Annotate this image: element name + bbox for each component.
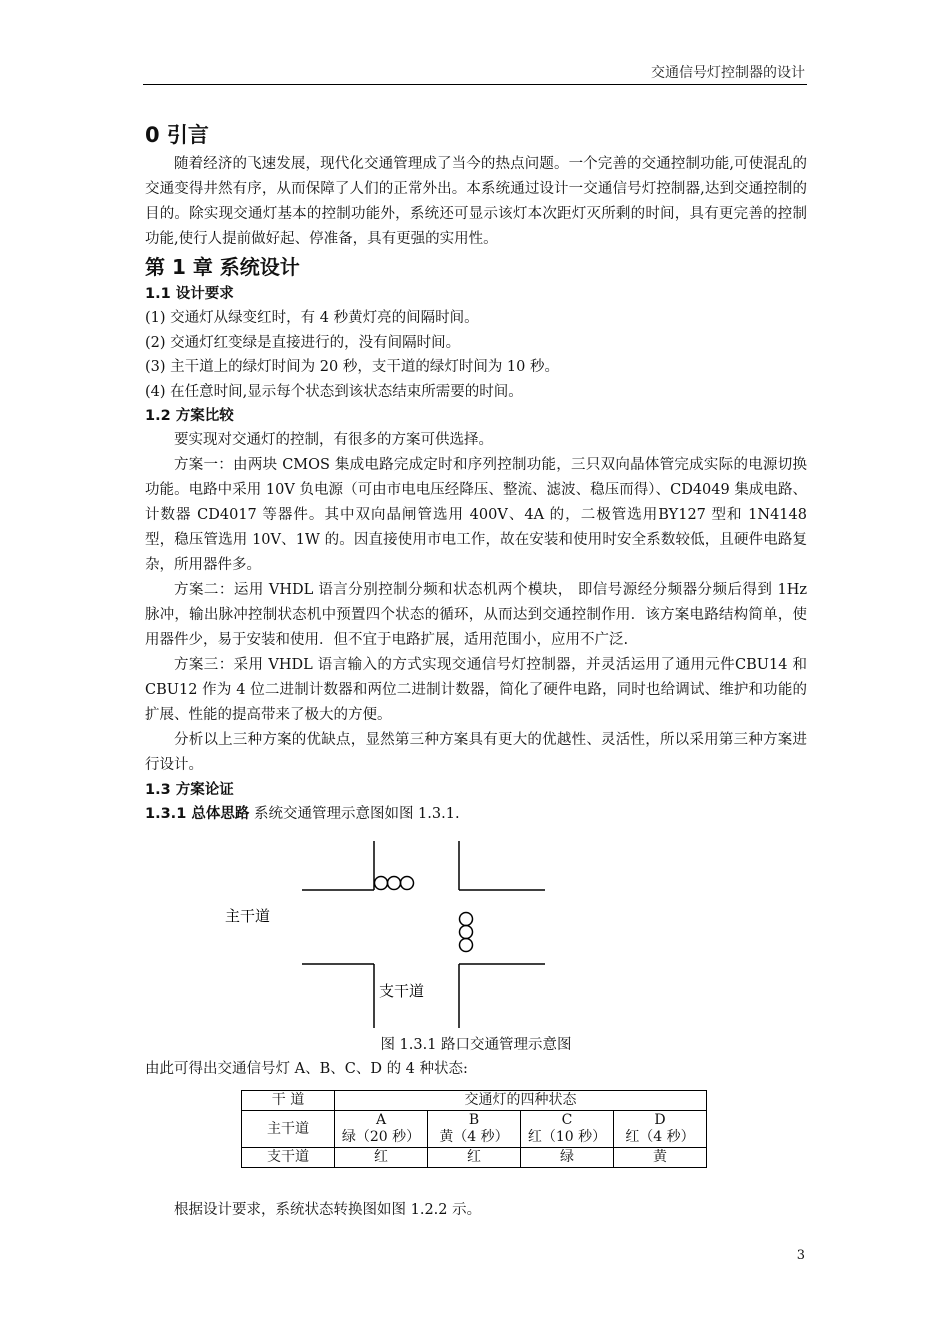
main-road-light-yellow xyxy=(388,877,401,890)
states-table xyxy=(241,1090,707,1168)
section-1-3-heading: 1.3 方案论证 xyxy=(145,782,234,798)
table-branch-road-label: 支干道 xyxy=(242,1148,335,1168)
state-main-light: 红（10 秒） xyxy=(527,1129,607,1145)
intersection-diagram xyxy=(145,833,807,1033)
closing-paragraph: 根据设计要求，系统状态转换图如图 1.2.2 示。 xyxy=(174,1202,482,1218)
state-branch-light: 绿 xyxy=(521,1148,614,1168)
branch-road-label: 支干道 xyxy=(379,982,425,1000)
scheme-intro-paragraph: 要实现对交通灯的控制，有很多的方案可供选择。 xyxy=(174,432,493,448)
state-main-light: 黄（4 秒） xyxy=(439,1129,509,1145)
states-intro-line: 由此可得出交通信号灯 A、B、C、D 的 4 种状态: xyxy=(145,1061,468,1077)
main-road-light-red xyxy=(375,877,388,890)
section-1-1-heading: 1.1 设计要求 xyxy=(145,286,234,302)
table-cell-state-a xyxy=(335,1111,428,1148)
state-branch-light: 红 xyxy=(428,1148,521,1168)
state-letter: B xyxy=(468,1112,480,1128)
state-letter: D xyxy=(654,1112,666,1128)
state-main-light: 绿（20 秒） xyxy=(341,1129,421,1145)
table-cell-state-d xyxy=(614,1111,707,1148)
main-road-light-green xyxy=(401,877,414,890)
main-road-label: 主干道 xyxy=(225,907,271,925)
table-main-road-label: 主干道 xyxy=(242,1111,335,1148)
requirement-item: (3) 主干道上的绿灯时间为 20 秒，支干道的绿灯时间为 10 秒。 xyxy=(145,359,559,375)
branch-road-light-yellow xyxy=(460,926,473,939)
requirement-item: (2) 交通灯红变绿是直接进行的，没有间隔时间。 xyxy=(145,334,461,351)
running-header: 交通信号灯控制器的设计 xyxy=(651,65,805,81)
section-1-3-1-text: 系统交通管理示意图如图 1.3.1. xyxy=(249,806,460,822)
state-letter: C xyxy=(561,1112,573,1128)
requirement-item: (1) 交通灯从绿变红时，有 4 秒黄灯亮的间隔时间。 xyxy=(145,310,479,326)
table-row xyxy=(242,1111,707,1148)
header-rule xyxy=(143,84,807,85)
scheme-analysis-paragraph: 分析以上三种方案的优缺点，显然第三种方案具有更大的优越性、灵活性，所以采用第三种方案进行设计。 xyxy=(145,732,807,773)
table-header-road: 干 道 xyxy=(242,1091,335,1111)
table-cell-state-c xyxy=(521,1111,614,1148)
section-1-3-1-label: 1.3.1 总体思路 xyxy=(145,806,250,822)
section-1-2-heading: 1.2 方案比较 xyxy=(145,408,234,424)
requirement-item: (4) 在任意时间,显示每个状态到该状态结束所需要的时间。 xyxy=(145,383,523,400)
intro-paragraph: 随着经济的飞速发展，现代化交通管理成了当今的热点问题。一个完善的交通控制功能,可使混乱的交通变得井然有序，从而保障了人们的正常外出。本系统通过设计一交通信号灯控制器,达到交通控制的目的。除实现交通灯基本的控制功能外，系统还可显示该灯本次距灯灭所剩的时间，具有更完善的控制功能,使行人提前做好起、停准备，具有更强的实用性。 xyxy=(145,156,807,247)
state-main-light: 红（4 秒） xyxy=(625,1129,695,1145)
main-content xyxy=(145,120,807,1223)
figure-caption: 图 1.3.1 路口交通管理示意图 xyxy=(380,1037,572,1053)
scheme-1-paragraph: 方案一：由两块 CMOS 集成电路完成定时和序列控制功能，三只双向晶体管完成实际的电源切换功能。电路中采用 10V 负电源（可由市电电压经降压、整流、滤波、稳压而得）、CD4049 集成电路、计数器 CD4017 等器件。其中双向晶闸管选用 400V、4A 的，二极管选用BY127 型和 1N4148 型，稳压管选用 10V、1W 的。因直接使用市电工作，故在安装和使用时安全系数较低，且硬件电路复杂，所用器件多。 xyxy=(145,457,807,573)
state-branch-light: 黄 xyxy=(614,1148,707,1168)
scheme-3-paragraph: 方案三：采用 VHDL 语言输入的方式实现交通信号灯控制器，并灵活运用了通用元件CBU14 和 CBU12 作为 4 位二进制计数器和两位二进制计数器，简化了硬件电路，同时也给调试、维护和功能的扩展、性能的提高带来了极大的方便。 xyxy=(145,657,807,723)
table-cell-state-b xyxy=(428,1111,521,1148)
table-row xyxy=(242,1091,707,1111)
intersection-svg xyxy=(145,833,807,1033)
chapter-1-heading: 第 1 章 系统设计 xyxy=(145,255,300,279)
state-letter: A xyxy=(375,1112,387,1128)
state-branch-light: 红 xyxy=(335,1148,428,1168)
branch-road-light-red xyxy=(460,913,473,926)
section-1-3-1-line xyxy=(145,802,807,827)
table-header-states: 交通灯的四种状态 xyxy=(335,1091,707,1111)
table-row xyxy=(242,1148,707,1168)
scheme-2-paragraph: 方案二：运用 VHDL 语言分别控制分频和状态机两个模块， 即信号源经分频器分频后得到 1Hz 脉冲，输出脉冲控制状态机中预置四个状态的循环，从而达到交通控制作用．该方案电路结构简单，使用器件少，易于安装和使用．但不宜于电路扩展，适用范围小，应用不广泛. xyxy=(145,582,807,648)
page-number: 3 xyxy=(796,1248,805,1263)
intro-heading: 0 引言 xyxy=(145,123,209,147)
branch-road-light-green xyxy=(460,939,473,952)
